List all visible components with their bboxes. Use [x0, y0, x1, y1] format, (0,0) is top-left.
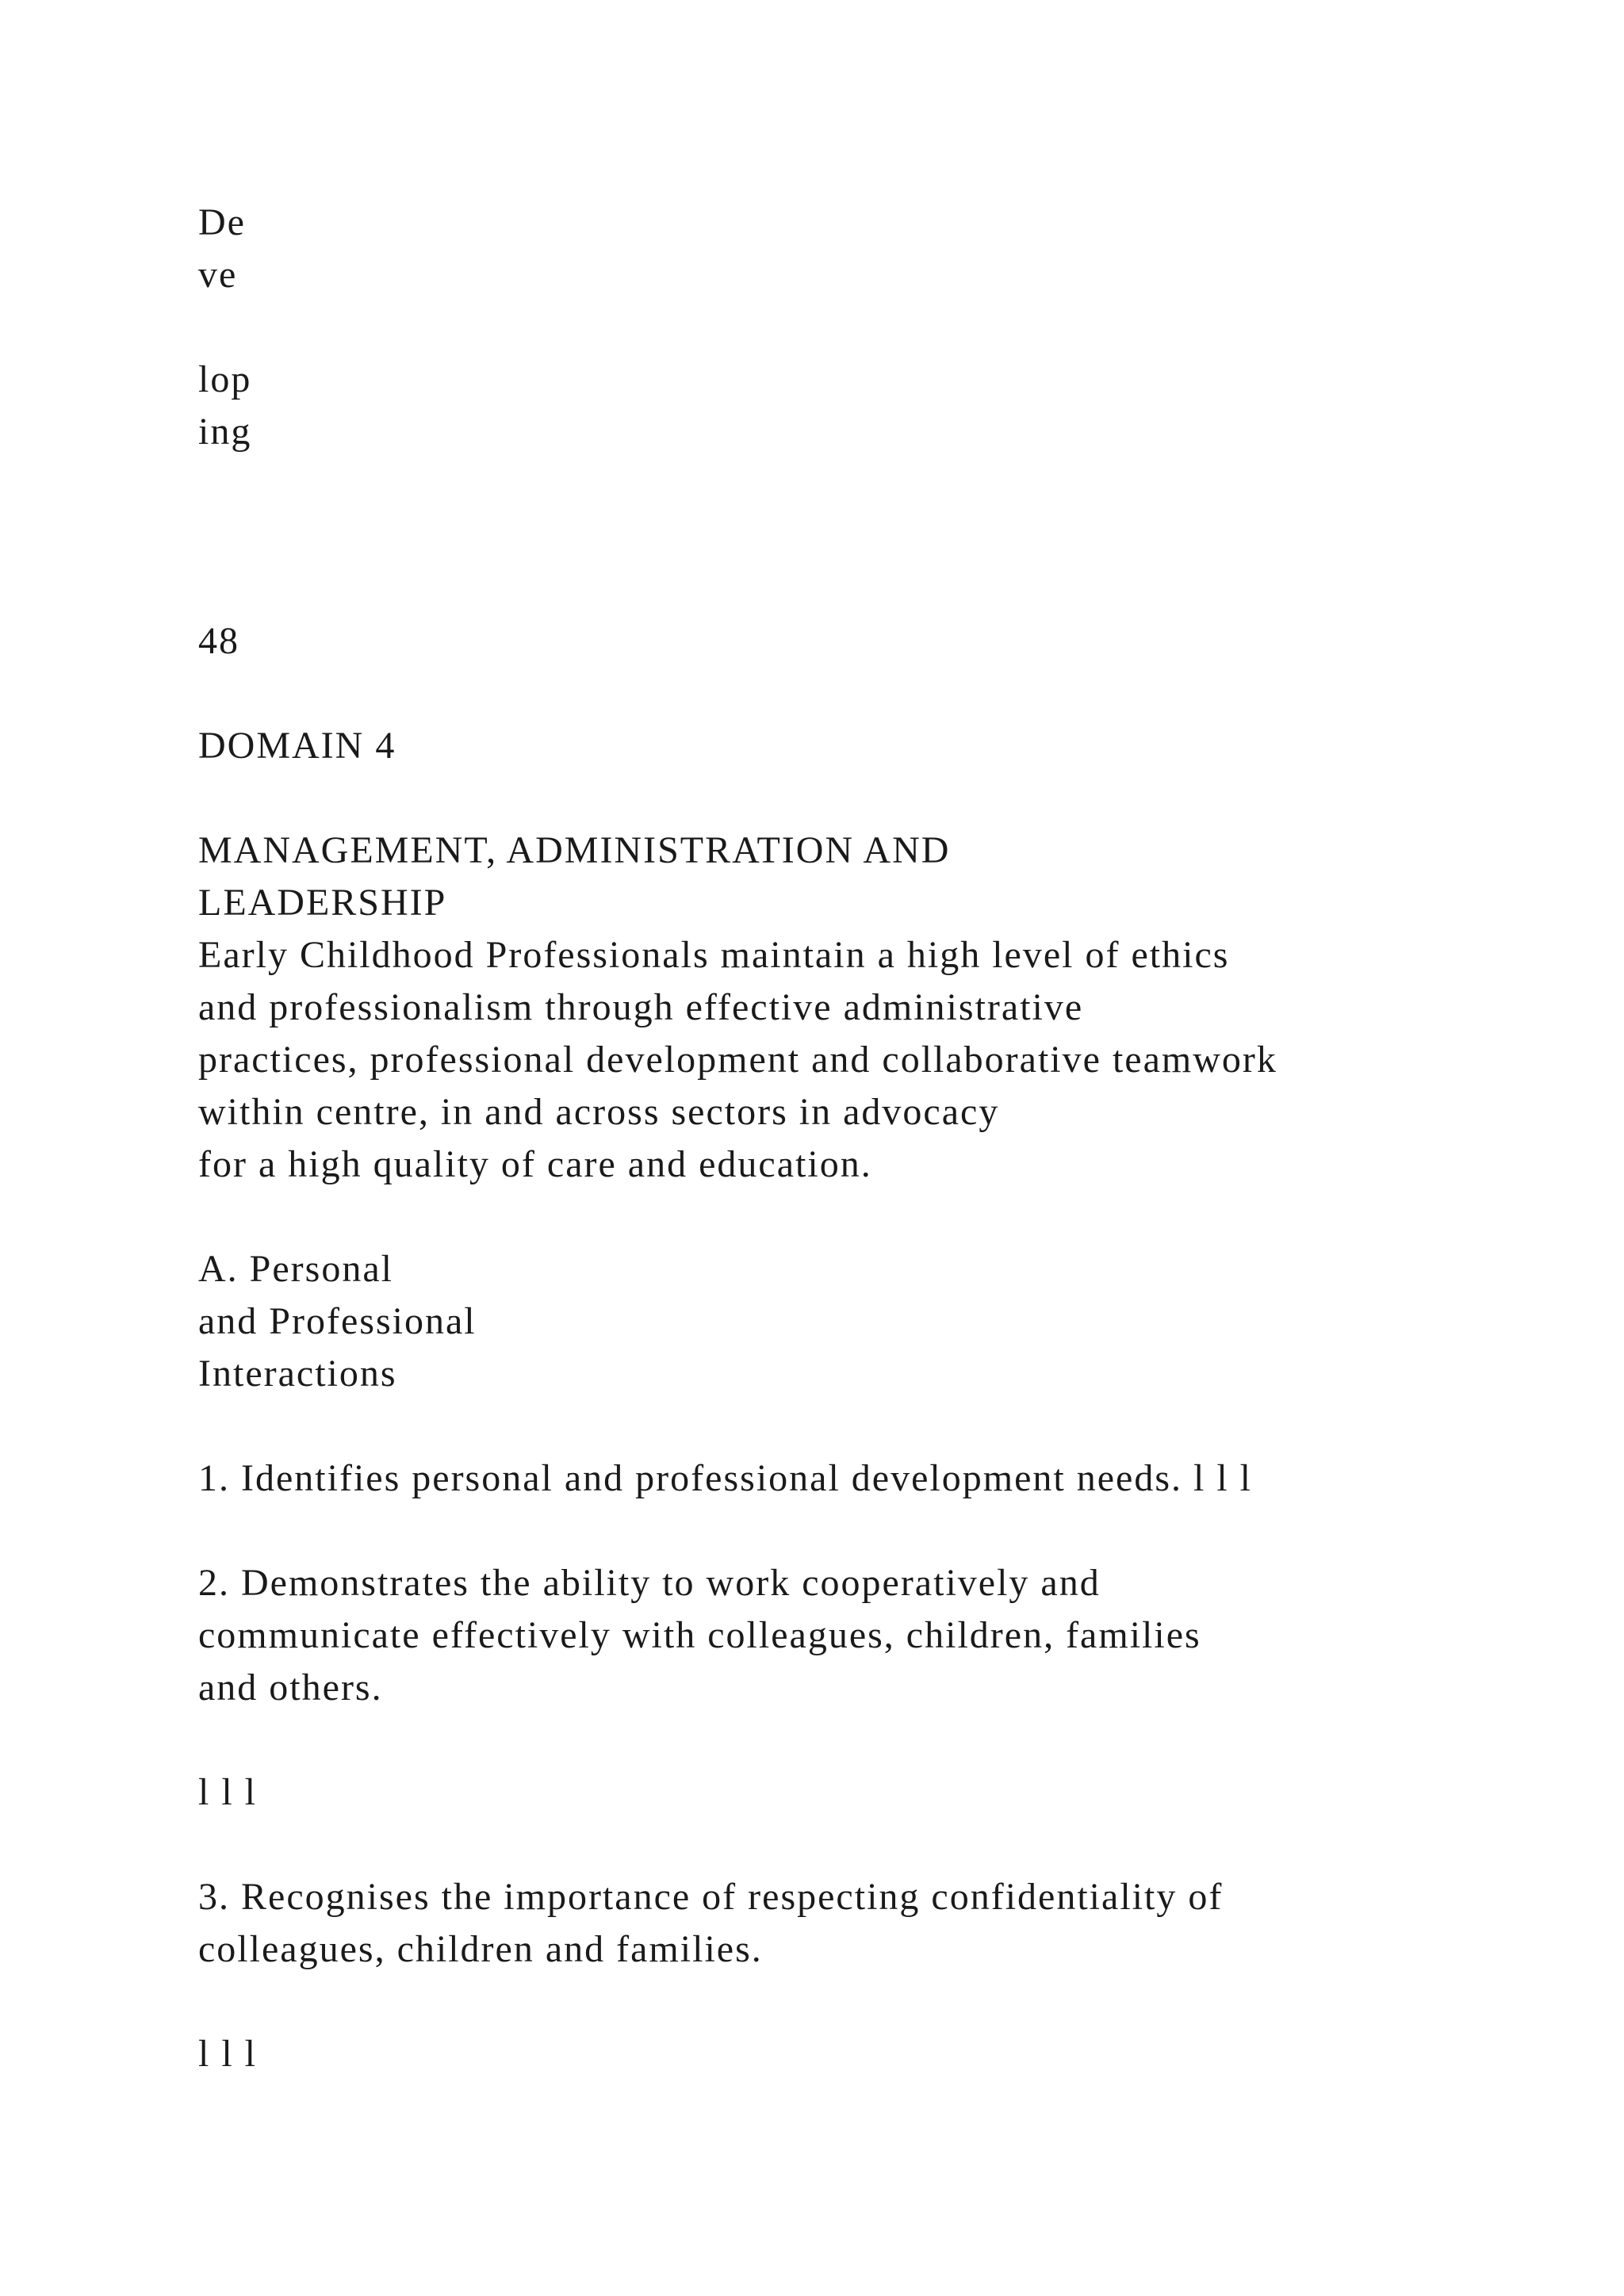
item-3-marks: l l l	[198, 2033, 258, 2075]
item-3-line-2: colleagues, children and families.	[198, 1928, 763, 1970]
item-2-line-1: 2. Demonstrates the ability to work cooperatively and	[198, 1562, 1101, 1604]
section-a-line-2: and Professional	[198, 1300, 477, 1342]
heading-line-2: LEADERSHIP	[198, 882, 447, 924]
intro-line-5: for a high quality of care and education.	[198, 1143, 872, 1185]
item-1-line-1: 1. Identifies personal and professional development needs. l l l	[198, 1457, 1253, 1499]
fragment-line-2: ve	[198, 254, 238, 296]
intro-line-4: within centre, in and across sectors in advocacy	[198, 1091, 1000, 1133]
intro-line-3: practices, professional development and collaborative teamwork	[198, 1039, 1277, 1081]
item-2-line-2: communicate effectively with colleagues, children, families	[198, 1614, 1201, 1656]
item-2-line-3: and others.	[198, 1667, 383, 1709]
item-2-marks: l l l	[198, 1771, 258, 1813]
intro-line-1: Early Childhood Professionals maintain a high level of ethics	[198, 934, 1230, 976]
heading-line-1: MANAGEMENT, ADMINISTRATION AND	[198, 829, 951, 871]
fragment-line-4: ing	[198, 411, 252, 453]
intro-line-2: and professionalism through effective administrative	[198, 986, 1084, 1028]
domain-label: DOMAIN 4	[198, 725, 396, 767]
item-3-line-1: 3. Recognises the importance of respecting confidentiality of	[198, 1876, 1224, 1918]
page-number: 48	[198, 620, 239, 662]
fragment-line-3: lop	[198, 358, 252, 400]
section-a-line-3: Interactions	[198, 1353, 397, 1395]
section-a-line-1: A. Personal	[198, 1248, 393, 1290]
fragment-line-1: De	[198, 201, 246, 243]
